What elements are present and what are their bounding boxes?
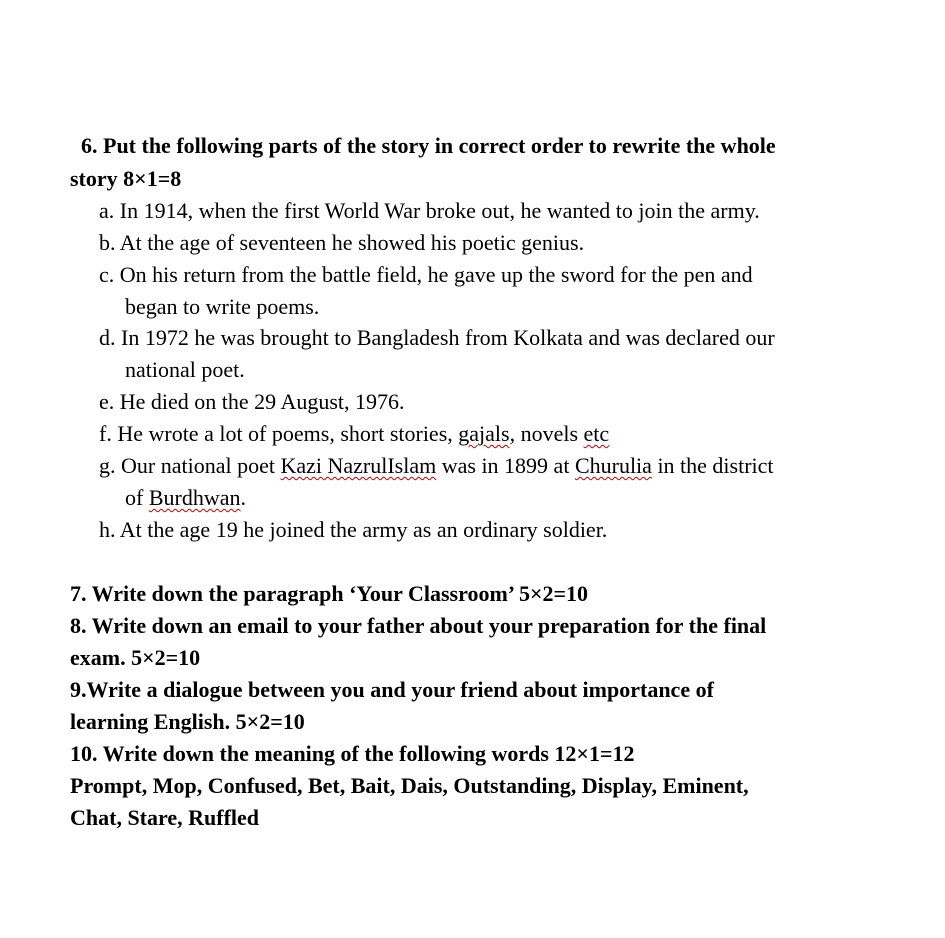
q6-item-a: a. In 1914, when the first World War broke out, he wanted to join the army. xyxy=(99,198,760,223)
q6-item-g-line2 xyxy=(125,482,246,514)
q10-words-line1: Prompt, Mop, Confused, Bet, Bait, Dais, Outstanding, Display, Eminent, xyxy=(70,773,749,798)
spellcheck-word-churulia: Churulia xyxy=(574,453,652,478)
q6-item-g-line1 xyxy=(99,450,774,482)
q6-item-c-line2: began to write poems. xyxy=(125,294,320,319)
q6-item-g-mid: was in 1899 at xyxy=(436,453,575,478)
spellcheck-word-nazrul: Kazi NazrulIslam xyxy=(280,453,437,478)
spellcheck-word-burdhwan: Burdhwan xyxy=(148,485,241,510)
q6-item-g-text: g. Our national poet xyxy=(99,453,281,478)
q6-item-d-line2: national poet. xyxy=(125,357,245,382)
q7-title: 7. Write down the paragraph ‘Your Classroom’ 5×2=10 xyxy=(70,581,589,606)
q6-item-g2-pre: of xyxy=(125,485,149,510)
q6-title-line1: 6. Put the following parts of the story in correct order to rewrite the whole xyxy=(81,133,776,158)
q6-item-f-mid: , novels xyxy=(509,421,584,446)
q6-item-f xyxy=(99,418,609,450)
q9-title-line1: 9.Write a dialogue between you and your friend about importance of xyxy=(70,677,714,702)
q6-item-c-line1: c. On his return from the battle field, he gave up the sword for the pen and xyxy=(99,262,753,287)
spellcheck-word-gajals: gajals xyxy=(458,421,510,446)
q6-item-f-text: f. He wrote a lot of poems, short stories, xyxy=(99,421,459,446)
q9-title-line2: learning English. 5×2=10 xyxy=(70,709,305,734)
q8-title-line1: 8. Write down an email to your father about your preparation for the final xyxy=(70,613,767,638)
q6-item-e: e. He died on the 29 August, 1976. xyxy=(99,389,405,414)
q6-item-h: h. At the age 19 he joined the army as an ordinary soldier. xyxy=(99,517,608,542)
q10-title: 10. Write down the meaning of the following words 12×1=12 xyxy=(70,741,635,766)
spellcheck-word-etc: etc xyxy=(583,421,610,446)
q6-item-b: b. At the age of seventeen he showed his poetic genius. xyxy=(99,230,585,255)
q8-title-line2: exam. 5×2=10 xyxy=(70,645,201,670)
q10-words-line2: Chat, Stare, Ruffled xyxy=(70,805,260,830)
q6-item-g-post: in the district xyxy=(651,453,774,478)
q6-item-d-line1: d. In 1972 he was brought to Bangladesh from Kolkata and was declared our xyxy=(99,325,775,350)
q6-item-g2-post: . xyxy=(240,485,246,510)
q6-title-line2: story 8×1=8 xyxy=(70,166,182,191)
